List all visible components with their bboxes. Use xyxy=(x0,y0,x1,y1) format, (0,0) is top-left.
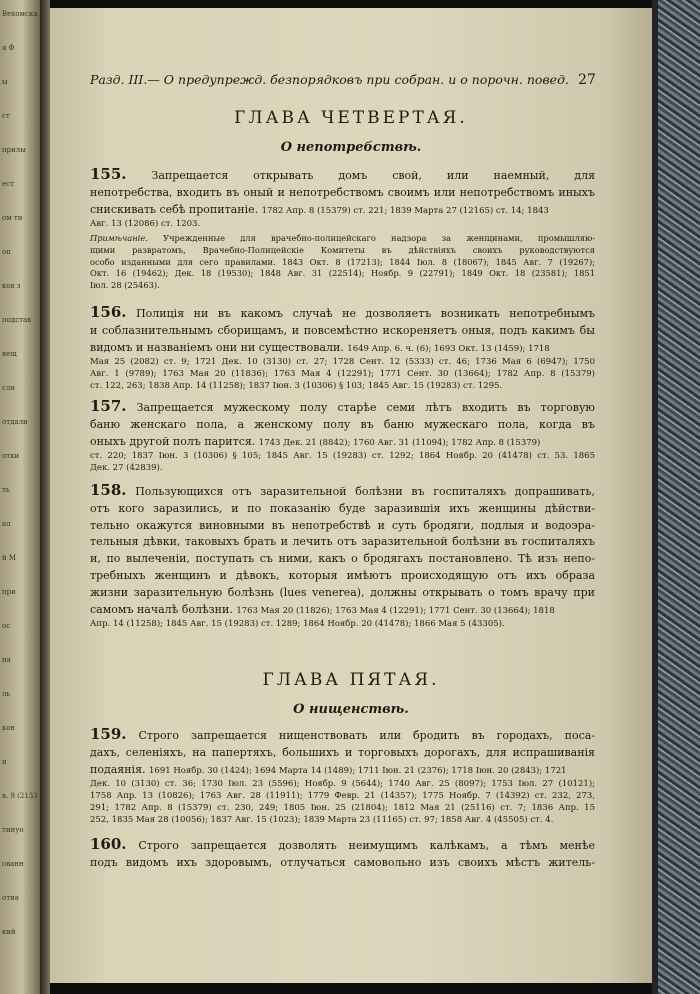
book-page xyxy=(50,8,652,983)
running-header: Разд. III.— О предупрежд. безпорядковъ при собран. и о порочн. повед. xyxy=(90,72,569,87)
citation: 1743 Дек. 21 (8842); 1760 Авг. 31 (11094); 1782 Апр. 8 (15379) xyxy=(258,437,541,448)
note-line: Іюл. 28 (25463). xyxy=(90,279,160,290)
left-page-fragment: кий xyxy=(2,928,16,936)
chapter-5-subtitle: О нищенствѣ. xyxy=(293,702,409,717)
article-160 xyxy=(90,836,595,872)
left-page-fragment: Вехомска xyxy=(2,10,38,18)
left-page-fragment: ков xyxy=(2,724,15,732)
text-line: дахъ, селеніяхъ, на папертяхъ, большихъ и торговыхъ дорогахъ, для испрашиванія xyxy=(90,745,595,759)
text-line: баню женскаго пола, а женскому полу въ баню мужескаго пола, когда въ xyxy=(90,417,595,431)
citation: ст. 220; 1837 Іюн. 3 (10306) § 105; 1845 Авг. 15 (19283) ст. 1292; 1864 Ноябр. 20 (41478) ст. 53. 1865 xyxy=(90,451,595,462)
text-line: 155. Запрещается открывать домъ свой, или наемный, для xyxy=(90,166,595,183)
note-label: Примѣчаніе. xyxy=(90,233,148,244)
left-page-edge xyxy=(0,0,40,994)
text-line: самомъ началѣ болѣзни. 1763 Мая 20 (11826); 1763 Мая 4 (12291); 1771 Сент. 30 (13664); 1818 xyxy=(90,602,555,616)
text-line: подъ видомъ ихъ здоровымъ, отлучаться самовольно изъ своихъ мѣстъ житель- xyxy=(90,855,595,869)
article-number: 156. xyxy=(90,304,127,321)
article-number: 155. xyxy=(90,166,127,183)
citation: Мая 25 (2082) ст. 9; 1721 Дек. 10 (3130) ст. 27; 1728 Сент. 12 (5333) ст. 46; 1736 Мая 6 (6947); 1750 xyxy=(90,357,595,368)
chapter-4-title: ГЛАВА ЧЕТВЕРТАЯ. xyxy=(234,108,468,128)
citation: ст. 122, 263; 1838 Апр. 14 (11258); 1837 Іюн. 3 (10306) § 103; 1845 Авг. 15 (19283) ст. 1295. xyxy=(90,381,503,392)
text-line: отъ кого заразились, и по показанію буде заразившія ихъ женщины дѣйстви- xyxy=(90,501,595,515)
left-page-fragment: ом ти xyxy=(2,214,23,222)
article-number: 159. xyxy=(90,726,127,743)
chapter-5-title: ГЛАВА ПЯТАЯ. xyxy=(262,670,440,690)
text-line: тельно окажутся виновными въ непотребствѣ и суть бродяги, подлыя и водоэра- xyxy=(90,518,595,532)
text-line: подаянія. 1691 Ноябр. 30 (1424); 1694 Марта 14 (1489); 1711 Іюн. 21 (2376); 1718 Іюн. 20 (2843); 1721 xyxy=(90,762,567,776)
citation: 1758 Апр. 13 (10826); 1763 Авг. 28 (11911); 1779 Февр. 21 (14357); 1775 Ноябр. 7 (14392) ст. 232, 273, xyxy=(90,791,595,802)
left-page-fragment: я Ф xyxy=(2,44,15,52)
left-page-fragment: ест xyxy=(2,180,14,188)
citation: 1649 Апр. 6. ч. (6); 1693 Окт. 13 (1459); 1718 xyxy=(347,343,550,354)
left-page-fragment: ос xyxy=(2,622,11,630)
article-159 xyxy=(90,726,595,826)
note-line: щими развратомъ, Врачебно-Полицейскіе Комитеты въ дѣйствіяхъ своихъ руководствуются xyxy=(90,244,595,255)
chapter-4-subtitle: О непотребствѣ. xyxy=(280,140,422,155)
left-page-fragment: оп xyxy=(2,248,11,256)
citation: Дек. 10 (3130) ст. 36; 1730 Іюл. 23 (5596); Ноябр. 9 (5644); 1740 Авг. 25 (8097); 1753 Іюл. 27 (10121); xyxy=(90,779,595,790)
left-page-fragment: ль xyxy=(2,690,11,698)
text-line: оныхъ другой полъ парится. 1743 Дек. 21 (8842); 1760 Авг. 31 (11094); 1782 Апр. 8 (15379) xyxy=(90,434,541,448)
citation: 1763 Мая 20 (11826); 1763 Мая 4 (12291); 1771 Сент. 30 (13664); 1818 xyxy=(236,605,555,616)
citation: 252, 1835 Мая 28 (10056); 1837 Авг. 15 (1023); 1839 Марта 23 (11165) ст. 97; 1858 Авг. 4 (45505) ст. 4. xyxy=(90,815,554,826)
citation: Дек. 27 (42839). xyxy=(90,463,163,474)
left-page-fragment: отна xyxy=(2,894,19,902)
left-page-fragment: вещ xyxy=(2,350,17,358)
article-155 xyxy=(90,166,595,291)
text-line: и, по вылеченіи, поступать съ ними, какъ о бродягахъ постановлено. Тѣ изъ непо- xyxy=(90,552,595,566)
left-page-fragment: сли xyxy=(2,384,16,392)
left-page-fragment: прилы xyxy=(2,146,26,154)
article-156 xyxy=(90,304,595,392)
left-page-fragment: отдали xyxy=(2,418,28,426)
text-line: 160. Строго запрещается дозволять неимущимъ калѣкамъ, а тѣмъ менѣе xyxy=(90,836,595,853)
text-line: и соблазнительнымъ сборищамъ, и повсемѣстно искореняетъ оныя, подъ какимъ бы xyxy=(90,323,595,337)
note-line: Окт. 16 (19462); Дек. 18 (19530); 1848 Авг. 31 (22514); Ноябр. 9 (22791); 1849 Окт. 18 (23581); 1851 xyxy=(90,268,595,279)
left-page-fragment: ы xyxy=(2,78,8,86)
page-number: 27 xyxy=(578,72,596,88)
text-line: 156. Полиція ни въ какомъ случаѣ не дозволяетъ возникать непотребнымъ xyxy=(90,304,595,321)
article-number: 158. xyxy=(90,482,127,499)
text-line: снискивать себѣ пропитаніе. 1782 Апр. 8 (15379) ст. 221; 1839 Марта 27 (12165) ст. 14; 1843 xyxy=(90,202,549,216)
left-page-fragment: в. 9 (2133 xyxy=(2,792,38,800)
text-line: видомъ и названіемъ они ни существовали. 1649 Апр. 6. ч. (6); 1693 Окт. 13 (1459); 1718 xyxy=(90,340,550,354)
citation: 1691 Ноябр. 30 (1424); 1694 Марта 14 (1489); 1711 Іюн. 21 (2376); 1718 Іюн. 20 (2843); 1721 xyxy=(149,765,567,776)
left-page-fragment: ал xyxy=(2,520,11,528)
citation: Авг. 13 (12086) ст. 1203. xyxy=(90,219,201,230)
book-gutter xyxy=(40,0,50,994)
left-page-fragment: подстав xyxy=(2,316,32,324)
citation: Апр. 14 (11258); 1845 Авг. 15 (19283) ст. 1289; 1864 Ноябр. 20 (41478); 1866 Мая 5 (43305). xyxy=(90,619,505,630)
left-page-fragment: тинуо xyxy=(2,826,24,834)
text-line: 159. Строго запрещается нищенствовать или бродить въ городахъ, поса- xyxy=(90,726,595,743)
left-page-fragment: ть xyxy=(2,486,10,494)
left-page-fragment: отки xyxy=(2,452,20,460)
left-page-fragment: ст xyxy=(2,112,10,120)
marbled-endpaper xyxy=(652,0,700,994)
citation: Авг. 1 (9789); 1763 Мая 20 (11836); 1763 Мая 4 (12291); 1771 Сент. 30 (13664); 1782 Апр. 8 (15379) xyxy=(90,369,595,380)
article-number: 157. xyxy=(90,398,127,415)
article-number: 160. xyxy=(90,836,127,853)
text-line: тельныя дѣвки, таковыхъ брать и лечить отъ заразительной болѣзни въ госпиталяхъ xyxy=(90,535,595,549)
text-line: 158. Пользующихся отъ заразительной болѣзни въ госпиталяхъ допрашивать, xyxy=(90,482,595,499)
note-line: Примѣчаніе. Учрежденные для врачебно-полицейскаго надзора за женщинами, промышляю- xyxy=(90,233,595,244)
text-line: 157. Запрещается мужескому полу старѣе семи лѣтъ входить въ торговую xyxy=(90,398,595,415)
text-line: требныхъ женщинъ и дѣвокъ, которыя имѣютъ происходящую отъ ихъ образа xyxy=(90,568,595,582)
left-page-fragment: ков з xyxy=(2,282,21,290)
citation: 1782 Апр. 8 (15379) ст. 221; 1839 Марта 27 (12165) ст. 14; 1843 xyxy=(261,205,549,216)
left-page-fragment: й М xyxy=(2,554,17,562)
text-line: непотребства, входить въ оный и непотребствомъ своимъ или непотребствомъ иныхъ xyxy=(90,185,595,199)
left-page-fragment: ованн xyxy=(2,860,24,868)
article-157 xyxy=(90,398,595,474)
citation: 291; 1782 Апр. 8 (15379) ст. 230, 249; 1805 Іюн. 25 (21804); 1812 Мая 21 (25116) ст. 7; 1836 Апр. 15 xyxy=(90,803,595,814)
text-line: жизни заразительную болѣзнь (lues venerea), должны открывать о томъ врачу при xyxy=(90,585,595,599)
left-page-fragment: на xyxy=(2,656,11,664)
article-158 xyxy=(90,482,595,630)
note-line: особо изданными для сего правилами. 1843 Окт. 8 (17213); 1844 Іюл. 8 (18067); 1845 Авг. 7 (19267); xyxy=(90,256,595,267)
left-page-fragment: при xyxy=(2,588,16,596)
left-page-fragment: н xyxy=(2,758,7,766)
